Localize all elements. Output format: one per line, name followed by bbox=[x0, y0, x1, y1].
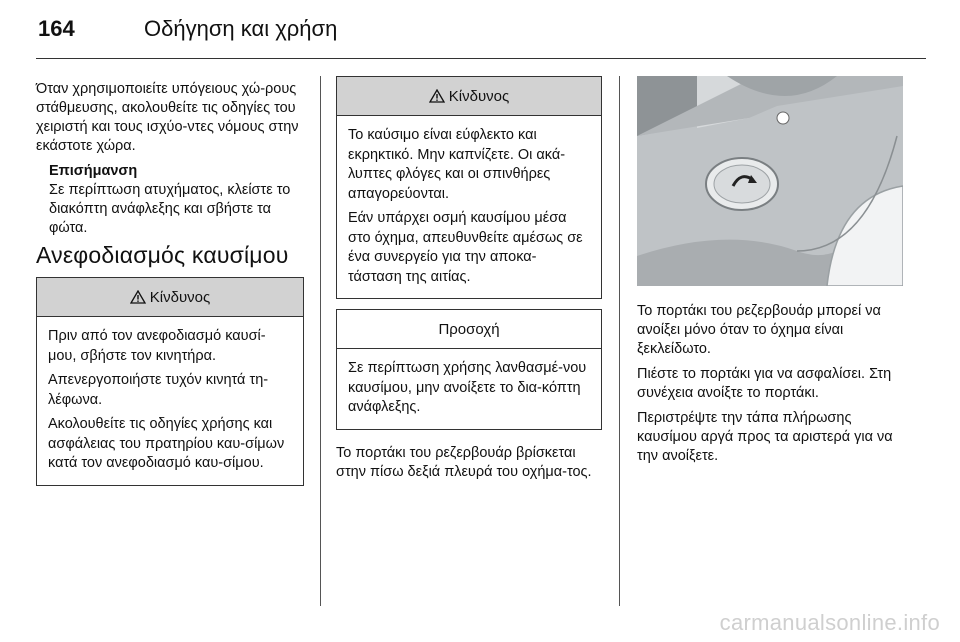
danger-box-1 bbox=[36, 277, 304, 486]
caution-paragraph: Σε περίπτωση χρήσης λανθασμέ-νου καυσίμου, μην ανοίξετε το δια-κόπτη ανάφλεξης. bbox=[348, 360, 587, 415]
chapter-title: Οδήγηση και χρήση bbox=[144, 16, 338, 41]
instruction-paragraph: Πιέστε το πορτάκι για να ασφαλίσει. Στη συνέχεια ανοίξτε το πορτάκι. bbox=[637, 366, 892, 401]
section-title: Ανεφοδιασμός καυσίμου bbox=[36, 242, 289, 268]
column-2 bbox=[336, 76, 602, 488]
fuel-door-photo bbox=[637, 76, 903, 286]
danger-box-header bbox=[337, 77, 601, 116]
caution-box bbox=[336, 309, 602, 430]
danger-paragraph: Πριν από τον ανεφοδιασμό καυσί-μου, σβήστε τον κινητήρα. bbox=[48, 328, 266, 364]
caution-box-body bbox=[337, 349, 601, 429]
watermark: carmanualsonline.info bbox=[719, 610, 940, 635]
caution-box-title: Προσοχή bbox=[438, 320, 500, 338]
danger-paragraph: Εάν υπάρχει οσμή καυσίμου μέσα στο όχημα, απευθυνθείτε αμέσως σε ένα συνεργείο για την αποκα-τάσταση της αιτίας. bbox=[348, 210, 583, 285]
instruction-paragraph: Το πορτάκι του ρεζερβουάρ μπορεί να ανοίξει μόνο όταν το όχημα είναι ξεκλείδωτο. bbox=[637, 303, 881, 357]
danger-paragraph: Το καύσιμο είναι εύφλεκτο και εκρηκτικό. Μην καπνίζετε. Οι ακά-λυπτες φλόγες και οι σπινθήρες απαγορεύονται. bbox=[348, 127, 566, 202]
danger-box-2 bbox=[336, 76, 602, 299]
warning-triangle-icon bbox=[130, 290, 146, 304]
column-divider-2 bbox=[619, 76, 620, 606]
column-3 bbox=[637, 302, 905, 472]
car-fuel-door-illustration bbox=[637, 76, 903, 286]
note-block bbox=[36, 162, 304, 238]
warning-triangle-icon bbox=[429, 89, 445, 103]
danger-box-title: Κίνδυνος bbox=[448, 87, 510, 105]
danger-box-body bbox=[337, 116, 601, 298]
column-divider-1 bbox=[320, 76, 321, 606]
header-divider bbox=[36, 58, 926, 59]
page-header bbox=[36, 12, 925, 48]
danger-box-body bbox=[37, 317, 303, 485]
danger-box-title: Κίνδυνος bbox=[149, 288, 211, 306]
column-1 bbox=[36, 80, 304, 486]
page-number: 164 bbox=[38, 16, 75, 41]
outro-paragraph: Το πορτάκι του ρεζερβουάρ βρίσκεται στην πίσω δεξιά πλευρά του οχήμα-τος. bbox=[336, 444, 592, 480]
note-text: Σε περίπτωση ατυχήματος, κλείστε το διακόπτη ανάφλεξης και σβήστε τα φώτα. bbox=[49, 182, 291, 236]
danger-paragraph: Ακολουθείτε τις οδηγίες χρήσης και ασφάλειας του πρατηρίου καυ-σίμων κατά τον ανεφοδιασμό καυ-σίμου. bbox=[48, 416, 285, 471]
note-title: Επισήμανση bbox=[49, 163, 138, 179]
danger-box-header bbox=[37, 278, 303, 317]
intro-paragraph: Όταν χρησιμοποιείτε υπόγειους χώ-ρους στάθμευσης, ακολουθείτε τις οδηγίες του χειριστή και τους ισχύο-ντες νόμους στην εκάστοτε χώρα. bbox=[36, 81, 299, 154]
danger-paragraph: Απενεργοποιήστε τυχόν κινητά τη-λέφωνα. bbox=[48, 372, 269, 408]
instruction-paragraph: Περιστρέψτε την τάπα πλήρωσης καυσίμου αργά προς τα αριστερά για να την ανοίξετε. bbox=[637, 410, 893, 464]
caution-box-header bbox=[337, 310, 601, 349]
